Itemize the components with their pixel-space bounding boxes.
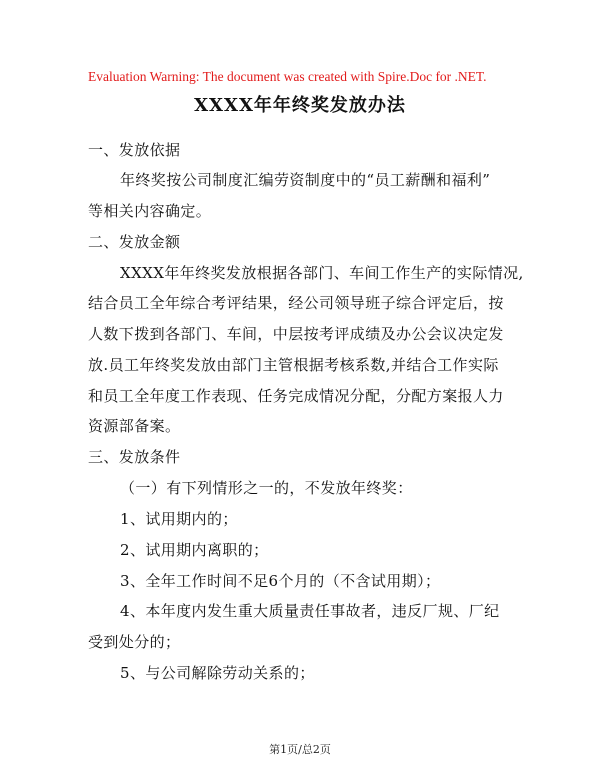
list-item-continuation: 受到处分的； [88, 633, 181, 651]
list-item: 5、与公司解除劳动关系的； [120, 664, 315, 682]
paragraph-line: 放.员工年终奖发放由部门主管根据考核系数,并结合工作实际 [88, 356, 499, 374]
evaluation-warning: Evaluation Warning: The document was created with Spire.Doc for .NET. [88, 69, 487, 84]
list-item: 3、全年工作时间不足6个月的（不含试用期）； [120, 572, 441, 590]
list-item: 2、试用期内离职的； [120, 541, 269, 559]
paragraph-line: XXXX年年终奖发放根据各部门、车间工作生产的实际情况, [120, 264, 524, 282]
paragraph-line: 年终奖按公司制度汇编劳资制度中的“员工薪酬和福利” [120, 171, 491, 189]
list-item: 1、试用期内的； [120, 510, 238, 528]
paragraph-line: 和员工全年度工作表现、任务完成情况分配，分配方案报人力 [88, 387, 504, 405]
paragraph-line: 资源部备案。 [88, 417, 181, 435]
page-number-footer: 第1页/总2页 [269, 743, 331, 756]
section-heading-amount: 二、发放金额 [88, 233, 181, 251]
paragraph-line: 人数下拨到各部门、车间，中层按考评成绩及办公会议决定发 [88, 325, 504, 343]
subsection-heading: （一）有下列情形之一的，不发放年终奖： [120, 479, 413, 497]
paragraph-line: 等相关内容确定。 [88, 202, 212, 220]
section-heading-basis: 一、发放依据 [88, 141, 181, 159]
list-item: 4、本年度内发生重大质量责任事故者，违反厂规、厂纪 [120, 602, 500, 620]
section-heading-conditions: 三、发放条件 [88, 448, 181, 466]
document-title: XXXX年年终奖发放办法 [194, 95, 406, 116]
paragraph-line: 结合员工全年综合考评结果，经公司领导班子综合评定后，按 [88, 294, 504, 312]
